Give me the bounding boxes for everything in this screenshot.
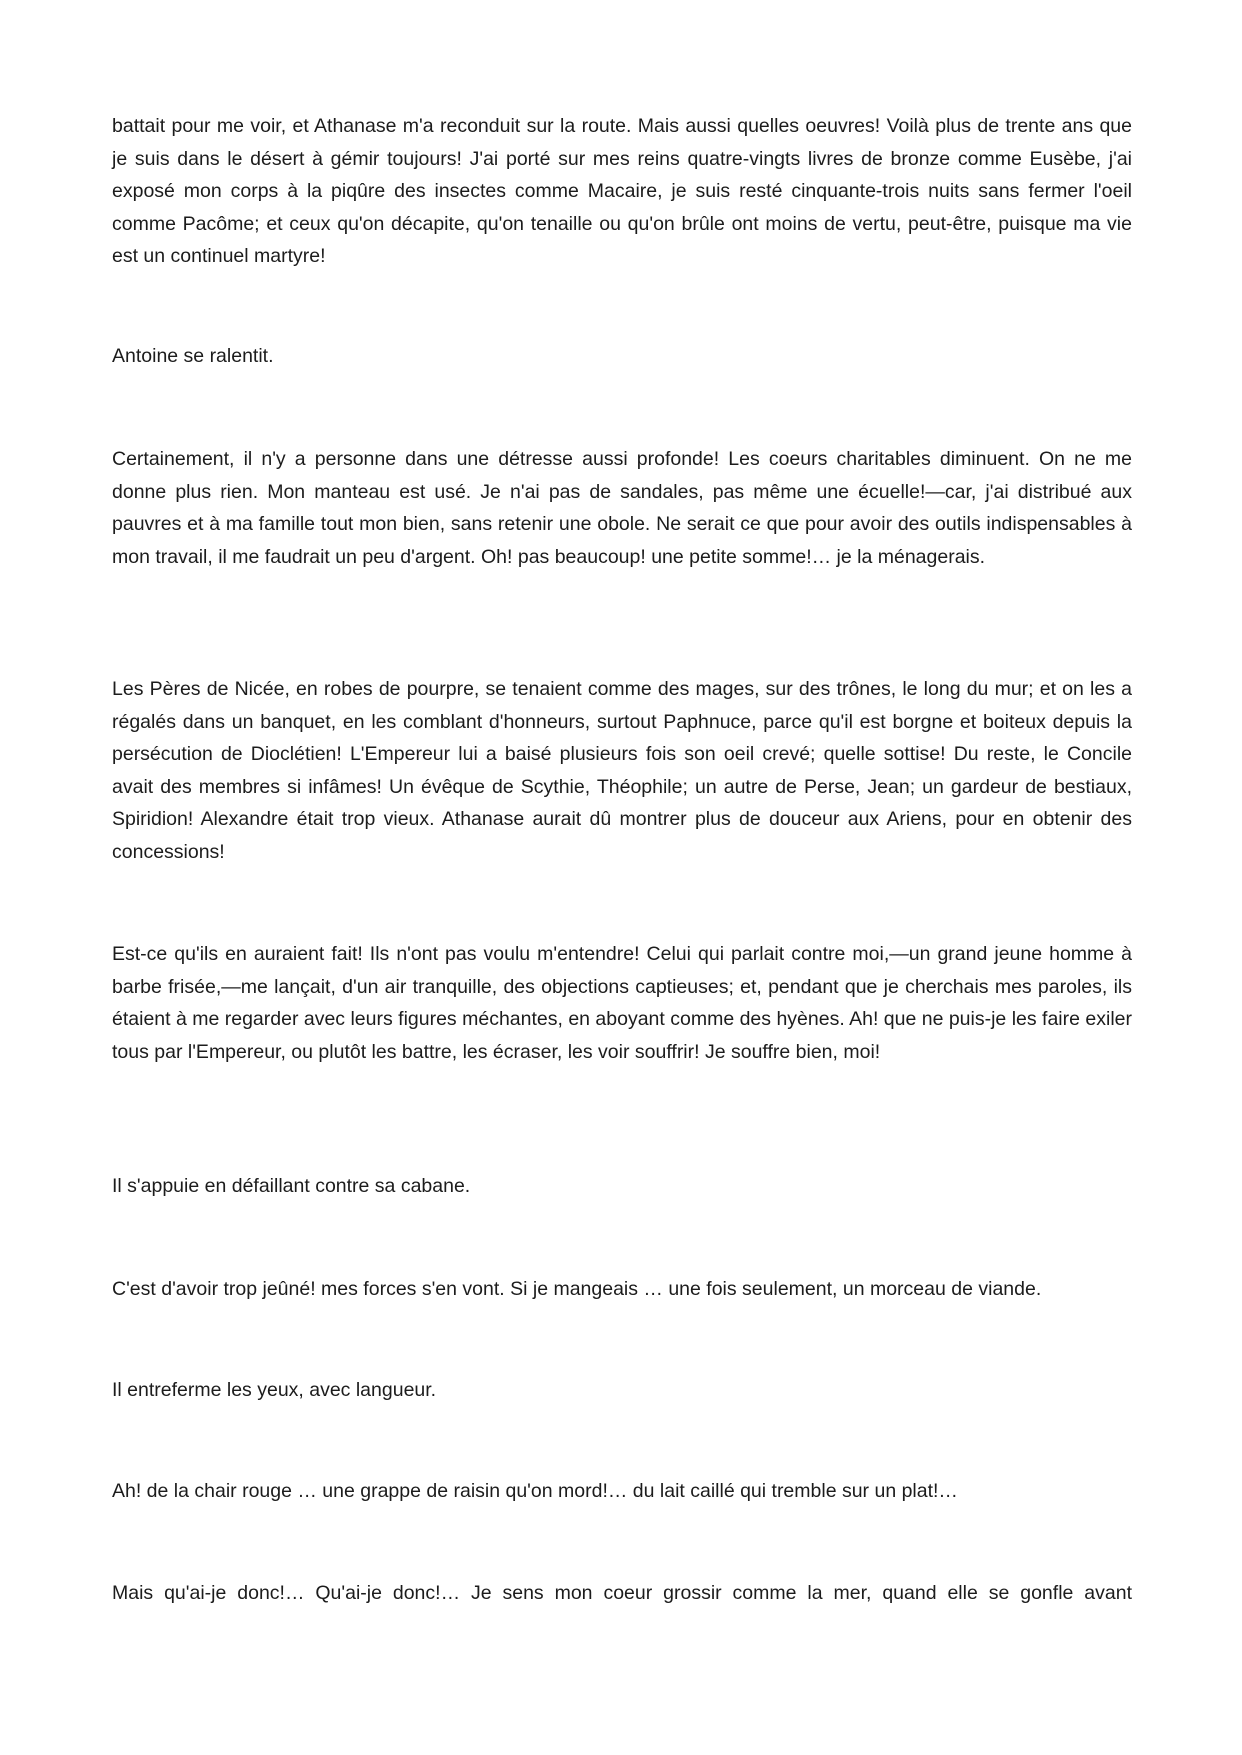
- paragraph-10: Mais qu'ai-je donc!… Qu'ai-je donc!… Je sens mon coeur grossir comme la mer, quand elle se gonfle avant: [112, 1582, 1132, 1604]
- paragraph-2: Antoine se ralentit.: [112, 345, 274, 367]
- paragraph-5: Est-ce qu'ils en auraient fait! Ils n'ont pas voulu m'entendre! Celui qui parlait contre moi,—un grand jeune homme à barbe frisée,—me lançait, d'un air tranquille, des objections captieuses; et, pendant que je cherchais mes paroles, ils étaient à me regarder avec leurs figures méchantes, en aboyant comme des hyènes. Ah! que ne puis-je les faire exiler tous par l'Empereur, ou plutôt les battre, les écraser, les voir souffrir! Je souffre bien, moi!: [112, 943, 1132, 1063]
- paragraph-6: Il s'appuie en défaillant contre sa cabane.: [112, 1175, 471, 1197]
- paragraph-4: Les Pères de Nicée, en robes de pourpre, se tenaient comme des mages, sur des trônes, le long du mur; et on les a régalés dans un banquet, en les comblant d'honneurs, surtout Paphnuce, parce qu'il est borgne et boiteux depuis la persécution de Dioclétien! L'Empereur lui a baisé plusieurs fois son oeil crevé; quelle sottise! Du reste, le Concile avait des membres si infâmes! Un évêque de Scythie, Théophile; un autre de Perse, Jean; un gardeur de bestiaux, Spiridion! Alexandre était trop vieux. Athanase aurait dû montrer plus de douceur aux Ariens, pour en obtenir des concessions!: [112, 678, 1132, 863]
- document-page: [112, 0, 1132, 1755]
- paragraph-3: Certainement, il n'y a personne dans une détresse aussi profonde! Les coeurs charitables diminuent. On ne me donne plus rien. Mon manteau est usé. Je n'ai pas de sandales, pas même une écuelle!—car, j'ai distribué aux pauvres et à ma famille tout mon bien, sans retenir une obole. Ne serait ce que pour avoir des outils indispensables à mon travail, il me faudrait un peu d'argent. Oh! pas beaucoup! une petite somme!… je la ménagerais.: [112, 448, 1132, 568]
- paragraph-8: Il entreferme les yeux, avec langueur.: [112, 1379, 437, 1401]
- paragraph-1: battait pour me voir, et Athanase m'a reconduit sur la route. Mais aussi quelles oeuvres! Voilà plus de trente ans que je suis dans le désert à gémir toujours! J'ai porté sur mes reins quatre-vingts livres de bronze comme Eusèbe, j'ai exposé mon corps à la piqûre des insectes comme Macaire, je suis resté cinquante-trois nuits sans fermer l'oeil comme Pacôme; et ceux qu'on décapite, qu'on tenaille ou qu'on brûle ont moins de vertu, peut-être, puisque ma vie est un continuel martyre!: [112, 115, 1132, 268]
- paragraph-9: Ah! de la chair rouge … une grappe de raisin qu'on mord!… du lait caillé qui tremble sur un plat!…: [112, 1480, 958, 1502]
- paragraph-7: C'est d'avoir trop jeûné! mes forces s'en vont. Si je mangeais … une fois seulement, un morceau de viande.: [112, 1278, 1042, 1300]
